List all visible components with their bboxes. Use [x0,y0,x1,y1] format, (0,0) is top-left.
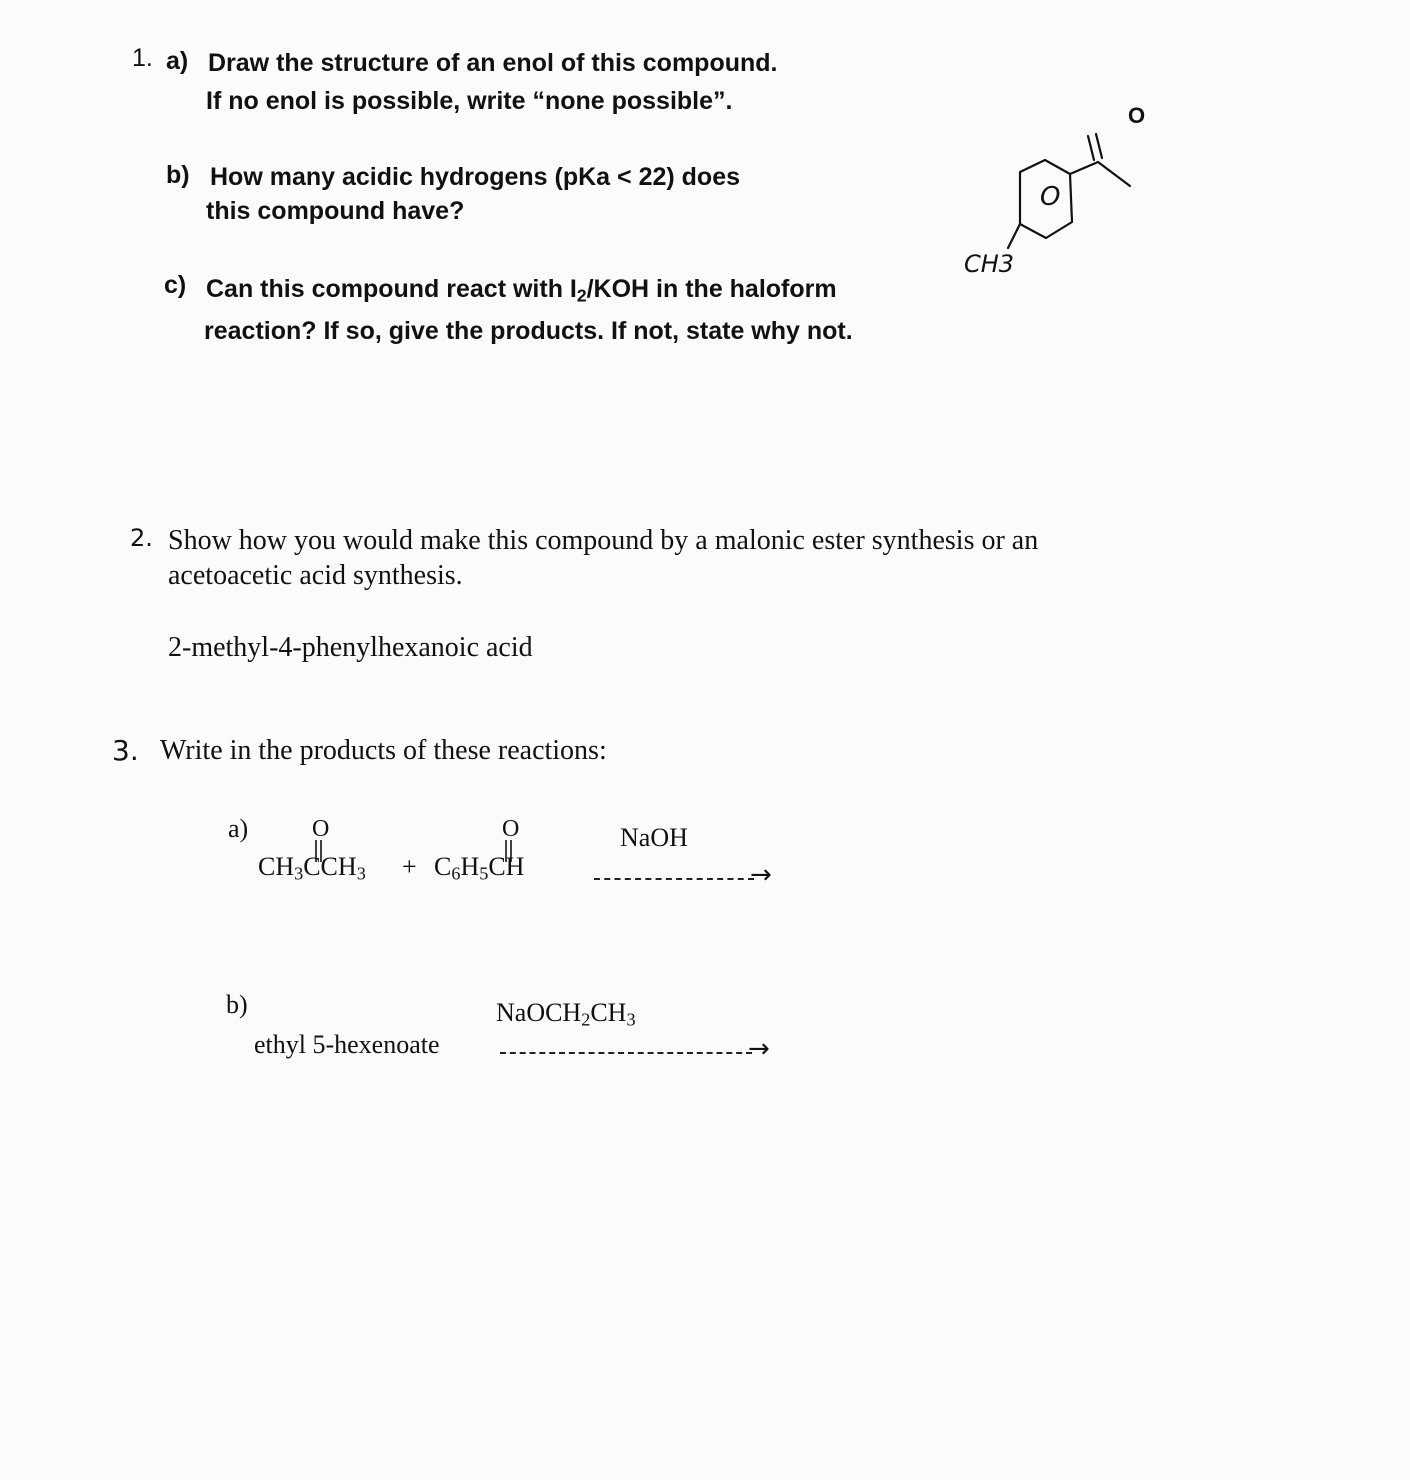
q1-number: 1. [132,44,153,72]
q3a-carbonyl-o-2: O [502,816,520,842]
q1b-label: b) [166,161,190,189]
q3b-reactant: ethyl 5-hexenoate [254,1030,440,1059]
q3b-reagent: $NaOCH_2CH_3$ [496,998,636,1030]
q3a-reagent: NaOH [620,823,688,852]
q1a-text-line1: Draw the structure of an enol of this compound. [208,49,778,77]
q3a-label: a) [228,814,249,843]
q3-title: Write in the products of these reactions: [160,735,607,766]
q3a-arrow-head: → [750,860,772,890]
q1-structure-oxygen: O [1128,103,1146,128]
q3-number: 3. [112,734,139,767]
q1c-text-sub: 2 [576,285,587,306]
q2-number: 2. [130,524,153,552]
q1a-label: a) [166,47,189,75]
q3a-benzaldehyde: $C_6H_5CH$ [434,852,525,884]
q2-text-line1: Show how you would make this compound by a malonic ester synthesis or an [168,525,1039,556]
q3a-arrow-shaft [594,878,754,880]
q3a-plus: + [402,852,417,881]
q2-text-line2: acetoacetic acid synthesis. [168,560,463,591]
q1c-text-pre: Can this compound react with I [206,275,577,303]
q1b-text-line2: this compound have? [206,197,465,225]
q3a-carbonyl-o-1: O [312,816,330,842]
q1c-text-line2: reaction? If so, give the products. If not, state why not. [204,317,853,345]
q3a-acetone: $CH_3CCH_3$ [258,852,366,884]
q1b-text-line1: How many acidic hydrogens (pKa < 22) does [210,163,741,191]
q3b-arrow-shaft [500,1052,752,1054]
q1a-text-line2: If no enol is possible, write “none possible”. [206,87,733,115]
q1c-label: c) [164,271,187,299]
q1-structure-ring-label: O [1040,182,1061,212]
q1c-text-line1 [206,272,837,312]
q2-compound-name: 2-methyl-4-phenylhexanoic acid [168,632,533,663]
q3b-arrow-head: → [748,1034,770,1064]
q3b-label: b) [226,990,248,1019]
q1c-text-post: /KOH in the haloform [586,275,837,303]
q1-structure-methyl: CH3 [964,250,1015,278]
